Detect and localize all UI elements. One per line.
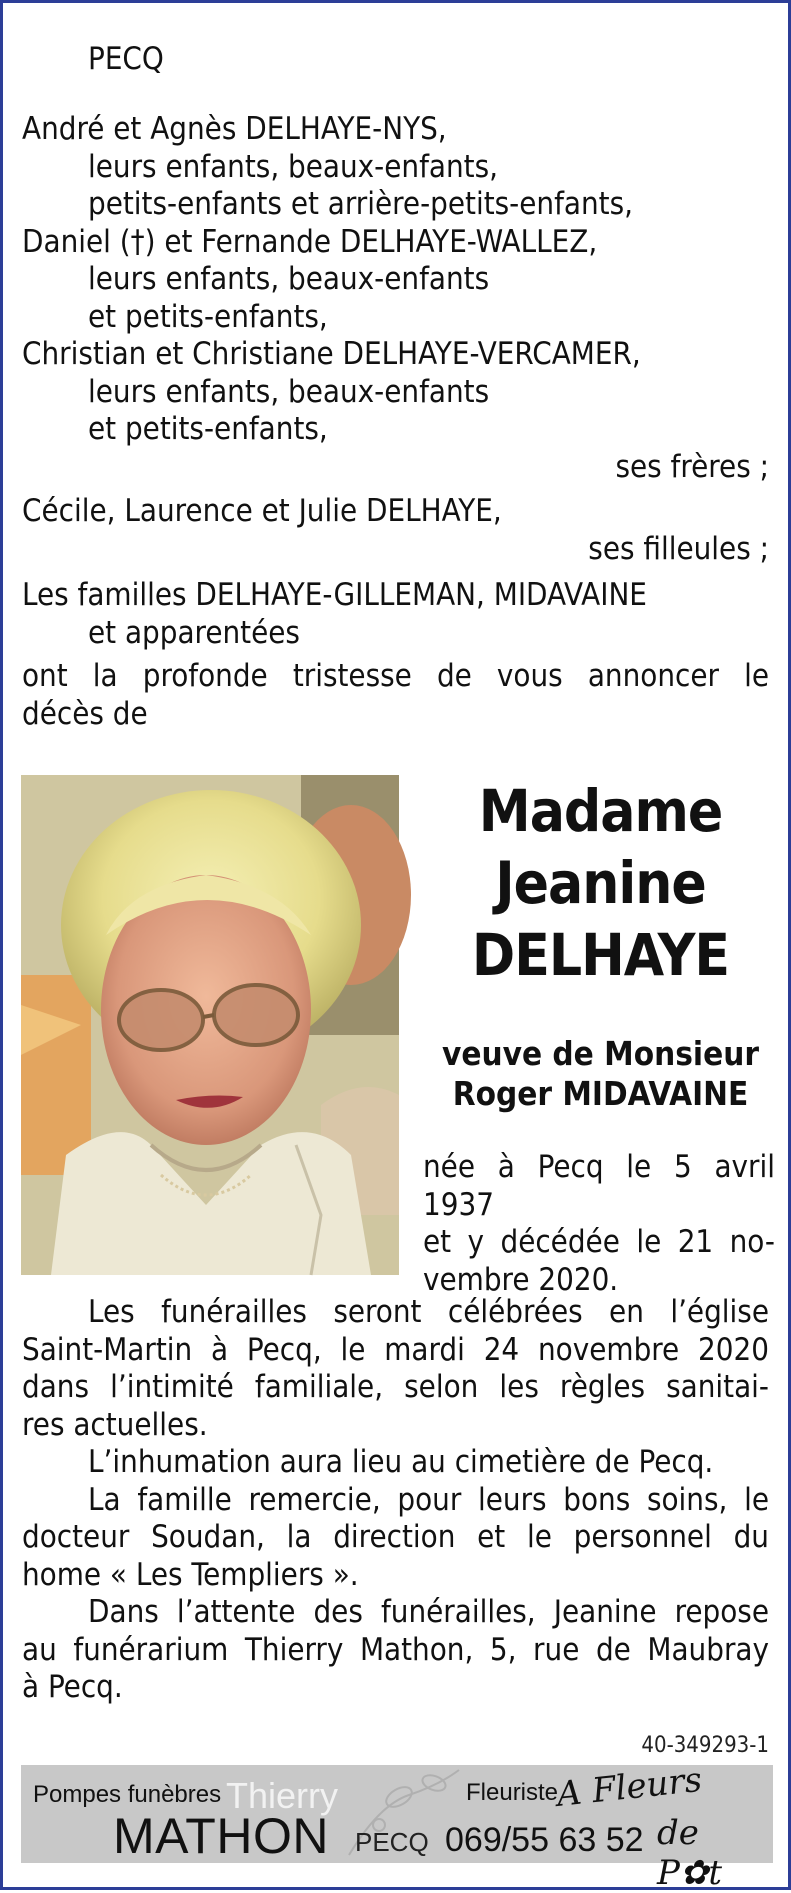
birth-line: née à Pecq le 5 avril 1937 bbox=[423, 1149, 775, 1223]
mathon-label: MATHON bbox=[113, 1808, 329, 1864]
family-line: et petits-enfants, bbox=[88, 411, 328, 447]
funeral-line: au funérarium Thierry Mathon, 5, rue de Maubray bbox=[22, 1631, 769, 1668]
role-brothers: ses frères ; bbox=[615, 448, 769, 485]
family-line: petits-enfants et arrière-petits-enfants, bbox=[88, 186, 633, 222]
deceased-last-name: DELHAYE bbox=[471, 921, 730, 989]
funeral-line: à Pecq. bbox=[22, 1669, 123, 1705]
family-line: leurs enfants, beaux-enfants bbox=[88, 261, 490, 297]
funeral-line: dans l’intimité familiale, selon les règles sanitai- bbox=[22, 1369, 769, 1405]
funeral-line: L’inhumation aura lieu au cimetière de Pecq. bbox=[88, 1444, 714, 1480]
funeral-line: docteur Soudan, la direction et le personnel du bbox=[22, 1519, 769, 1555]
funeral-line: home « Les Templiers ». bbox=[22, 1556, 359, 1593]
widow-line: Roger MIDAVAINE bbox=[452, 1074, 749, 1113]
families-block bbox=[22, 577, 769, 652]
pecq-label: PECQ bbox=[355, 1827, 429, 1857]
birth-line: vembre 2020. bbox=[423, 1261, 619, 1298]
sponsor-footer bbox=[21, 1759, 773, 1893]
birth-death-block bbox=[423, 1149, 775, 1299]
widow-block bbox=[423, 1034, 778, 1114]
funeral-line: Saint-Martin à Pecq, le mardi 24 novembre 2020 bbox=[22, 1331, 769, 1368]
header-block bbox=[22, 41, 769, 79]
family-line: et petits-enfants, bbox=[88, 298, 328, 335]
birth-line: et y décédée le 21 no- bbox=[423, 1224, 775, 1260]
deceased-photo bbox=[21, 775, 399, 1275]
portrait-image bbox=[21, 775, 399, 1275]
goddaughters: Cécile, Laurence et Julie DELHAYE, bbox=[22, 493, 502, 529]
role-goddaughters: ses filleules ; bbox=[588, 530, 769, 567]
family-line: André et Agnès DELHAYE-NYS, bbox=[22, 111, 447, 147]
florist-label: Fleuriste bbox=[466, 1779, 559, 1806]
families-line: Les familles DELHAYE-GILLEMAN, MIDAVAINE bbox=[22, 577, 647, 613]
announce-line: décès de bbox=[22, 695, 148, 732]
announcement bbox=[22, 658, 769, 733]
family-line: leurs enfants, beaux-enfants bbox=[88, 373, 490, 410]
funeral-line: Dans l’attente des funérailles, Jeanine repose bbox=[88, 1594, 769, 1630]
goddaughters-block bbox=[22, 493, 769, 568]
funeral-services-label: Pompes funèbres bbox=[33, 1781, 222, 1808]
widow-line: veuve de Monsieur bbox=[441, 1034, 760, 1073]
family-list bbox=[22, 111, 769, 486]
phone-number: 069/55 63 52 bbox=[445, 1821, 644, 1859]
deceased-name-block bbox=[423, 775, 778, 991]
family-line: leurs enfants, beaux-enfants, bbox=[88, 148, 498, 185]
family-line: Christian et Christiane DELHAYE-VERCAMER, bbox=[22, 336, 641, 372]
families-line: et apparentées bbox=[88, 614, 300, 651]
funeral-text bbox=[22, 1294, 769, 1707]
deceased-first-name: Jeanine bbox=[495, 849, 706, 917]
location: PECQ bbox=[88, 41, 164, 77]
funeral-line: La famille remercie, pour leurs bons soins, le bbox=[88, 1481, 769, 1518]
florist-logo-de-pot: de P✿t bbox=[657, 1813, 723, 1893]
deceased-title: Madame bbox=[478, 777, 723, 845]
family-line: Daniel (†) et Fernande DELHAYE-WALLEZ, bbox=[22, 223, 598, 260]
florist-logo-a-fleurs: A Fleurs bbox=[554, 1759, 704, 1815]
announce-line: ont la profonde tristesse de vous annoncer le bbox=[22, 658, 769, 694]
thierry-label: Thierry bbox=[226, 1775, 339, 1816]
funeral-line: Les funérailles seront célébrées en l’église bbox=[88, 1294, 769, 1330]
reference-number: 40-349293-1 bbox=[641, 1733, 769, 1758]
funeral-line: res actuelles. bbox=[22, 1406, 208, 1443]
